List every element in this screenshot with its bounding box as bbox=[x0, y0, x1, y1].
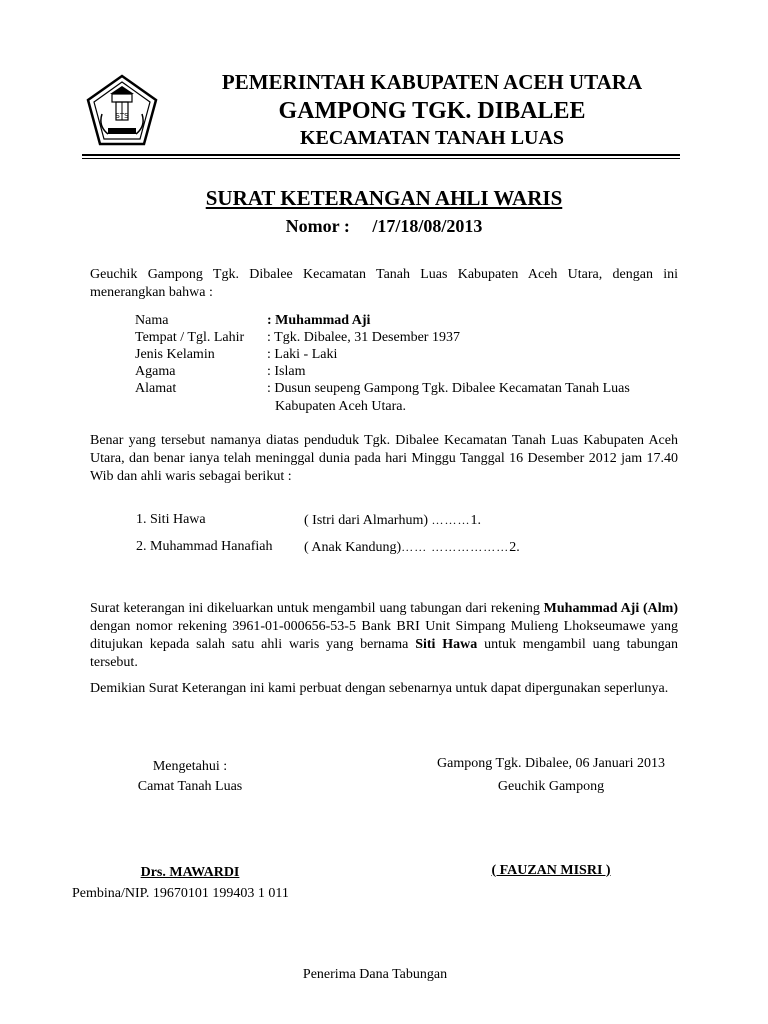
identity-label: Nama bbox=[135, 313, 169, 328]
account-holder-name: Muhammad Aji (Alm) bbox=[543, 601, 678, 616]
heir-name: 1. Siti Hawa bbox=[136, 512, 206, 527]
identity-value: : Tgk. Dibalee, 31 Desember 1937 bbox=[267, 330, 460, 345]
header-government: PEMERINTAH KABUPATEN ACEH UTARA bbox=[221, 70, 643, 94]
heir-relation: ( Anak Kandung) bbox=[304, 540, 402, 555]
identity-row-address bbox=[135, 380, 695, 398]
svg-text:STS: STS bbox=[115, 112, 129, 120]
heir-dots: …… ……………… bbox=[401, 540, 510, 554]
identity-row-birth bbox=[135, 329, 695, 347]
header-rule-thin bbox=[82, 158, 680, 159]
footer-recipient-label: Penerima Dana Tabungan bbox=[302, 967, 448, 982]
document-title: SURAT KETERANGAN AHLI WARIS bbox=[205, 186, 563, 210]
identity-value: : Dusun seupeng Gampong Tgk. Dibalee Kecamatan Tanah Luas bbox=[267, 381, 630, 396]
sign-left-nip: Pembina/NIP. 19670101 199403 1 011 bbox=[72, 886, 289, 901]
sign-left-line1: Mengetahui : bbox=[152, 759, 228, 774]
heir-number: 2. bbox=[509, 540, 520, 555]
identity-label: Jenis Kelamin bbox=[135, 347, 215, 362]
identity-value: : Laki - Laki bbox=[267, 347, 338, 362]
identity-block bbox=[135, 312, 695, 422]
identity-row-name bbox=[135, 312, 695, 330]
purpose-paragraph bbox=[90, 600, 678, 672]
identity-row-religion bbox=[135, 363, 695, 381]
identity-value: : Islam bbox=[267, 364, 306, 379]
heir-name: 2. Muhammad Hanafiah bbox=[136, 539, 273, 554]
sign-right-line2: Geuchik Gampong bbox=[497, 779, 605, 794]
purpose-text-1: Surat keterangan ini dikeluarkan untuk mengambil uang tabungan dari rekening bbox=[90, 601, 544, 616]
header-village: GAMPONG TGK. DIBALEE bbox=[278, 98, 586, 124]
intro-paragraph: Geuchik Gampong Tgk. Dibalee Kecamatan Tanah Luas Kabupaten Aceh Utara, dengan ini menerangkan bahwa : bbox=[90, 267, 678, 300]
regency-emblem-logo bbox=[84, 74, 160, 150]
heir-relation-line bbox=[304, 538, 520, 557]
heir-row bbox=[136, 511, 696, 529]
sign-left-name: Drs. MAWARDI bbox=[140, 865, 240, 880]
purpose-text-2: dengan nomor rekening 3961-01-000656-53-5 Bank BRI Unit Simpang Mulieng Lhokseumawe yang ditujukan kepada salah satu ahli waris yang bernama bbox=[90, 619, 678, 652]
sign-right-line1: Gampong Tgk. Dibalee, 06 Januari 2013 bbox=[437, 756, 665, 771]
death-statement-paragraph: Benar yang tersebut namanya diatas penduduk Tgk. Dibalee Kecamatan Tanah Luas Kabupaten Aceh Utara, dan benar ianya telah meninggal dunia pada hari Minggu Tanggal 16 Desember 2012 jam 17.40 Wib dan ahli waris sebagai berikut : bbox=[90, 433, 678, 484]
closing-paragraph: Demikian Surat Keterangan ini kami perbuat dengan sebenarnya untuk dapat dipergunakan seperlunya. bbox=[90, 681, 669, 696]
purpose-text-3: untuk mengambil uang tabungan tersebut. bbox=[90, 637, 678, 670]
document-number: Nomor : /17/18/08/2013 bbox=[285, 216, 483, 236]
header-district: KECAMATAN TANAH LUAS bbox=[299, 127, 565, 149]
heir-relation-line bbox=[304, 511, 481, 530]
heir-recipient-name: Siti Hawa bbox=[415, 637, 478, 652]
identity-label: Alamat bbox=[135, 381, 177, 396]
heir-relation: ( Istri dari Almarhum) bbox=[304, 513, 429, 528]
identity-value: : Muhammad Aji bbox=[267, 313, 371, 328]
sign-left-line2: Camat Tanah Luas bbox=[137, 779, 243, 794]
heir-number: 1. bbox=[470, 513, 482, 528]
sign-right-name: ( FAUZAN MISRI ) bbox=[491, 863, 611, 878]
header-rule-thick bbox=[82, 154, 680, 156]
identity-label: Agama bbox=[135, 364, 176, 379]
identity-label: Tempat / Tgl. Lahir bbox=[135, 330, 245, 345]
heir-dots: ……… bbox=[431, 513, 471, 527]
emblem-icon bbox=[84, 74, 160, 150]
identity-row-gender bbox=[135, 346, 695, 364]
address-continuation: Kabupaten Aceh Utara. bbox=[275, 399, 406, 414]
heir-row bbox=[136, 538, 696, 556]
